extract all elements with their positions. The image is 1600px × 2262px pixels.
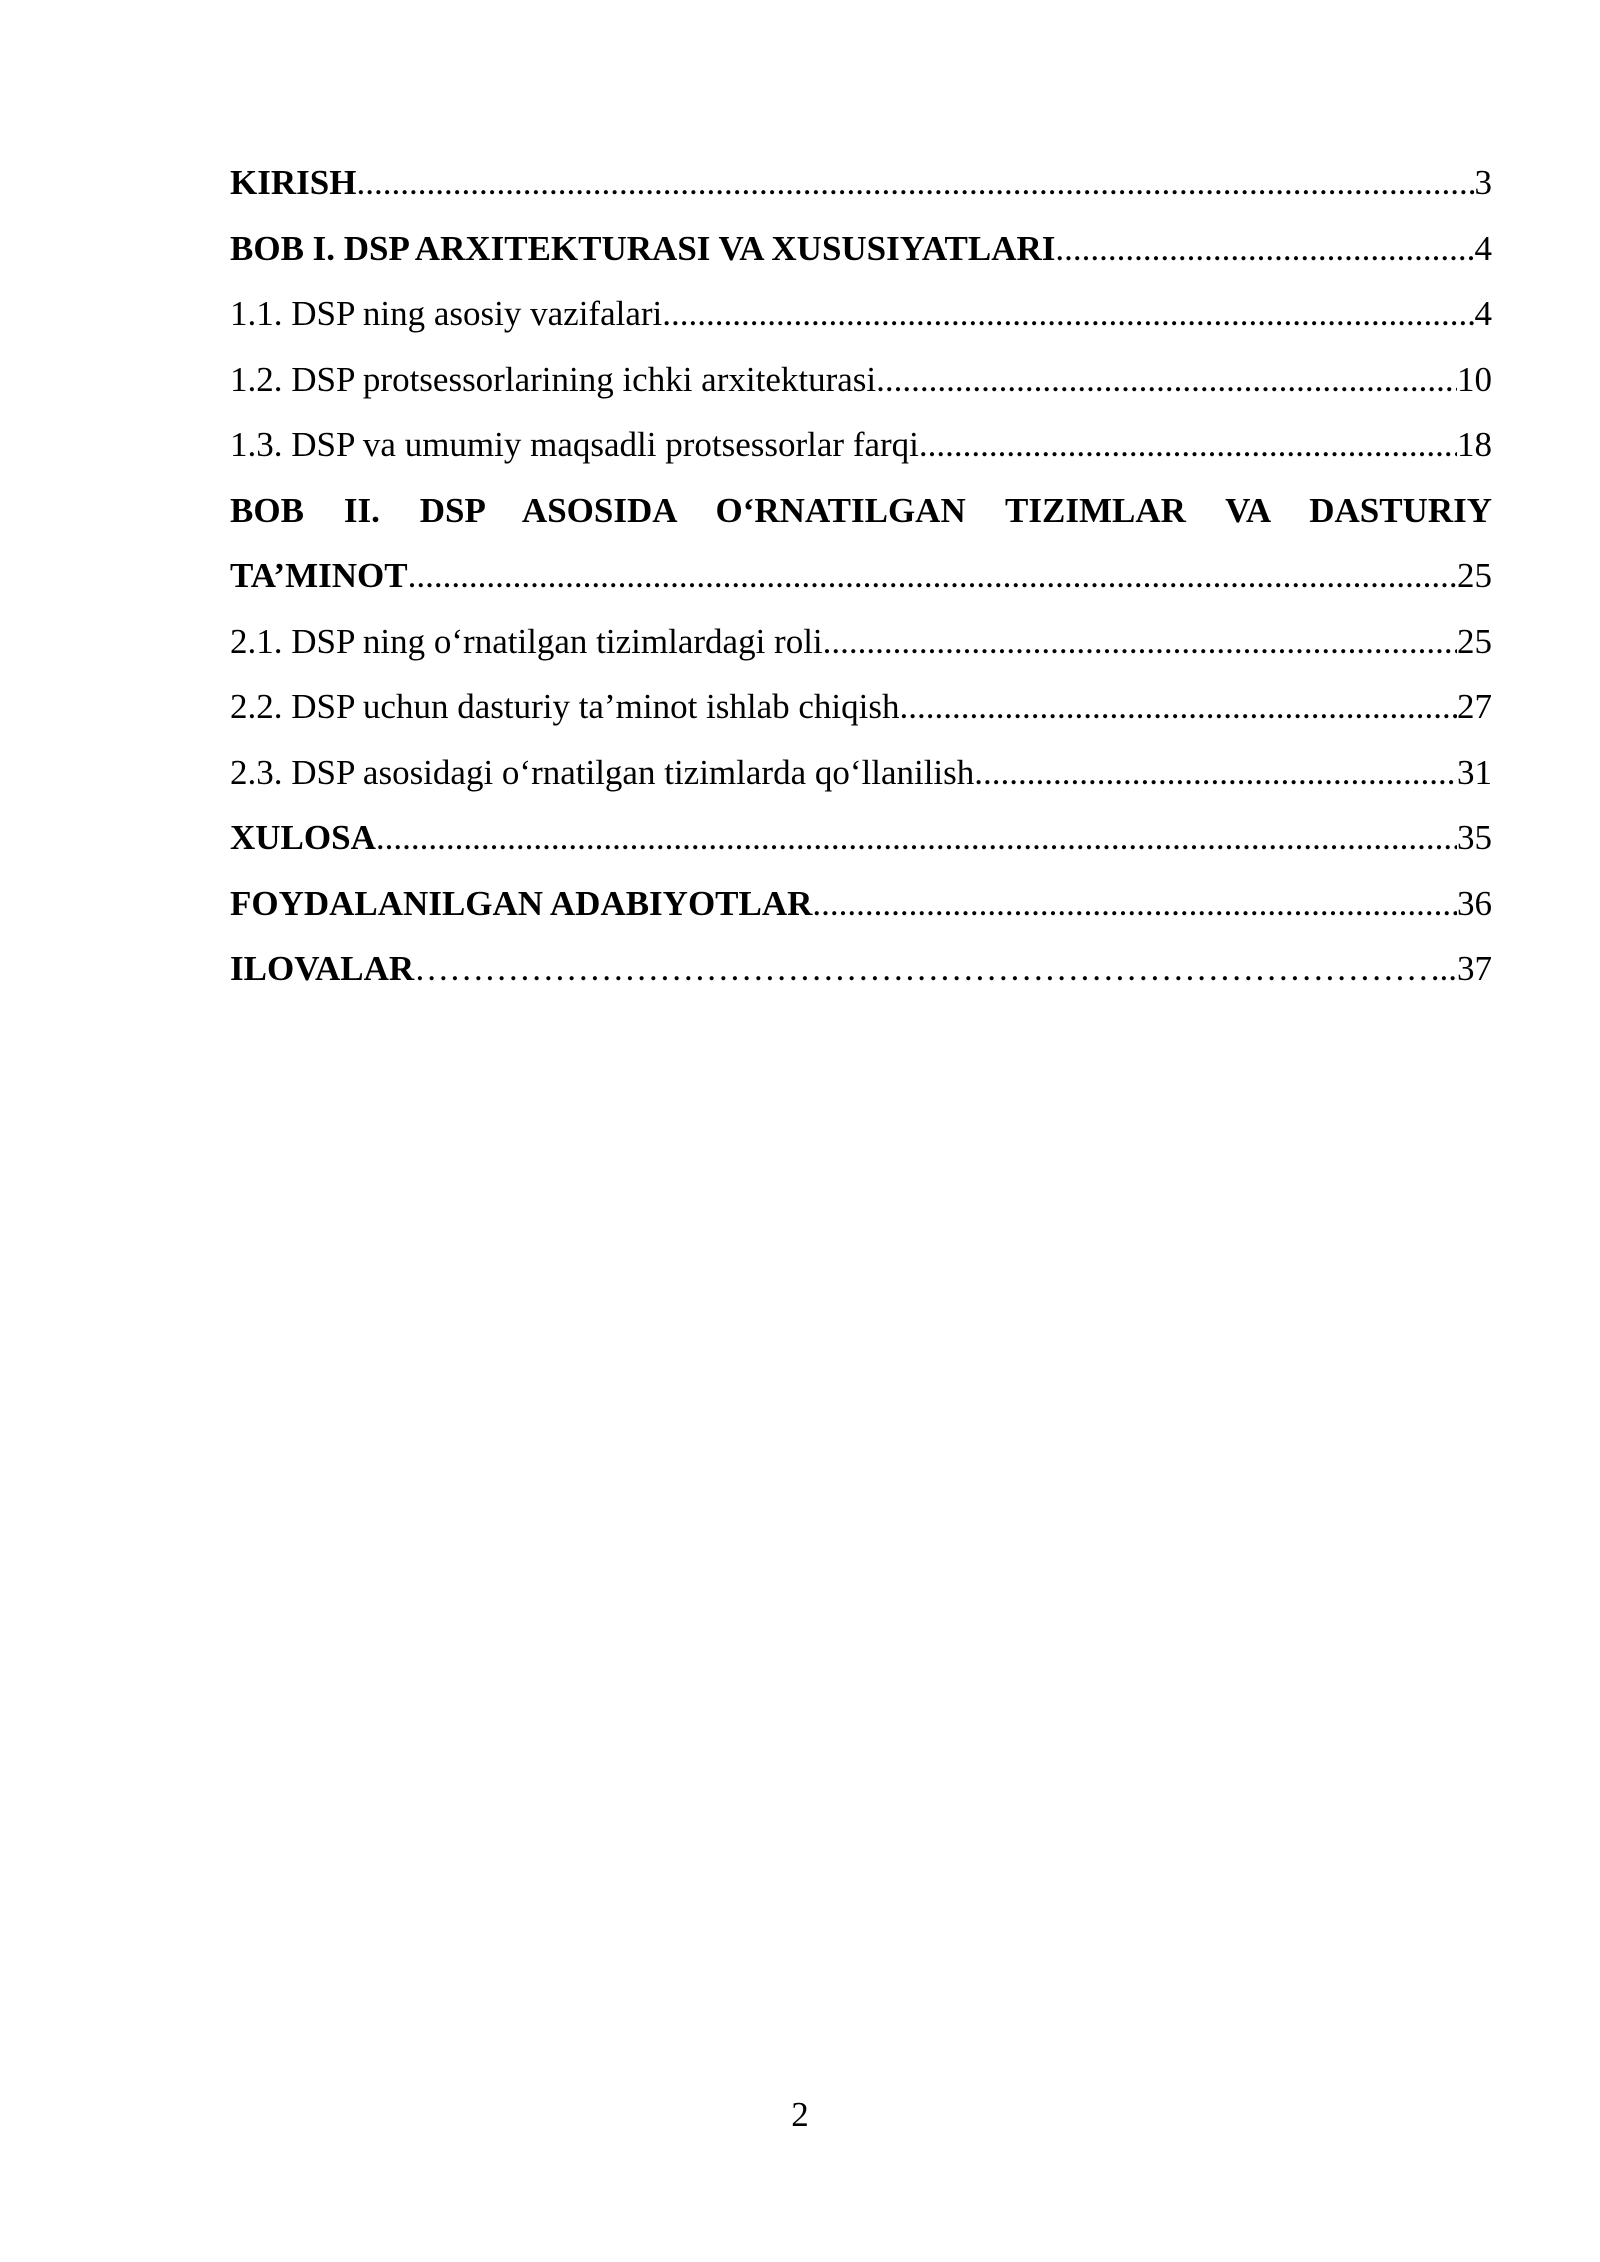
toc-entry-2-1[interactable] xyxy=(230,609,1492,675)
toc-entry-label: XULOSA xyxy=(230,818,376,857)
toc-entry-bob-1[interactable] xyxy=(230,216,1492,282)
toc-entry-label: 2.3. DSP asosidagi o‘rnatilgan tizimlarda qo‘llanilish xyxy=(230,752,975,792)
toc-entry-bob-2-line-1[interactable] xyxy=(230,478,1492,544)
toc-entry-bob-2-line-2[interactable] xyxy=(230,543,1492,609)
toc-entry-xulosa[interactable] xyxy=(230,805,1492,871)
toc-entry-1-1[interactable] xyxy=(230,281,1492,347)
toc-entry-label: TA’MINOT xyxy=(230,556,408,595)
toc-leader-dots xyxy=(408,543,1457,609)
toc-entry-page: 25 xyxy=(1457,621,1492,661)
toc-entry-label: 2.2. DSP uchun dasturiy ta’minot ishlab chiqish xyxy=(230,687,900,726)
toc-entry-page: 35 xyxy=(1457,818,1492,857)
toc-entry-2-3[interactable] xyxy=(230,740,1492,806)
toc-entry-page: 4 xyxy=(1474,228,1492,268)
toc-entry-page: 10 xyxy=(1457,359,1492,399)
toc-entry-page: 36 xyxy=(1457,883,1492,923)
toc-entry-page: 4 xyxy=(1474,294,1492,333)
toc-leader-dots xyxy=(900,674,1458,740)
toc-entry-label: BOB I. DSP ARXITEKTURASI VA XUSUSIYATLARI xyxy=(230,228,1056,268)
toc-leader-dots xyxy=(919,412,1457,478)
toc-entry-page: ...37 xyxy=(1430,949,1492,988)
toc-leader-dots xyxy=(823,609,1457,675)
toc-entry-1-2[interactable] xyxy=(230,347,1492,413)
toc-entry-page: 27 xyxy=(1457,687,1492,726)
toc-leader-dots xyxy=(974,740,1457,806)
page-number: 2 xyxy=(791,2095,809,2134)
toc-entry-1-3[interactable] xyxy=(230,412,1492,478)
toc-entry-label: BOB II. DSP ASOSIDA O‘RNATILGAN TIZIMLAR VA DASTURIY xyxy=(230,490,1492,530)
toc-leader-dots xyxy=(876,347,1457,413)
toc-entry-page: 25 xyxy=(1457,556,1492,595)
toc-leader-dots xyxy=(1055,216,1474,282)
toc-leader-dots xyxy=(662,281,1474,347)
toc-entry-label: 2.1. DSP ning o‘rnatilgan tizimlardagi roli xyxy=(230,621,823,661)
toc-leader-dots xyxy=(356,150,1474,216)
toc-leader-dots xyxy=(812,871,1457,937)
toc-entry-label: ILOVALAR xyxy=(230,949,415,988)
toc-entry-2-2[interactable] xyxy=(230,674,1492,740)
toc-entry-kirish[interactable] xyxy=(230,150,1492,216)
toc-entry-label: FOYDALANILGAN ADABIYOTLAR xyxy=(230,883,813,923)
toc-entry-page: 3 xyxy=(1474,163,1492,202)
table-of-contents xyxy=(230,150,1492,1002)
toc-entry-foydalanilgan-adabiyotlar[interactable] xyxy=(230,871,1492,937)
toc-leader-dots xyxy=(414,936,1431,1002)
toc-leader-dots xyxy=(376,805,1457,871)
toc-entry-page: 18 xyxy=(1457,425,1492,464)
toc-entry-label: 1.1. DSP ning asosiy vazifalari xyxy=(230,294,663,333)
toc-entry-label: 1.2. DSP protsessorlarining ichki arxitekturasi xyxy=(230,359,877,399)
toc-entry-page: 31 xyxy=(1457,752,1492,792)
toc-entry-label: 1.3. DSP va umumiy maqsadli protsessorlar farqi xyxy=(230,425,919,464)
toc-entry-label: KIRISH xyxy=(230,163,357,202)
toc-entry-ilovalar[interactable] xyxy=(230,936,1492,1002)
